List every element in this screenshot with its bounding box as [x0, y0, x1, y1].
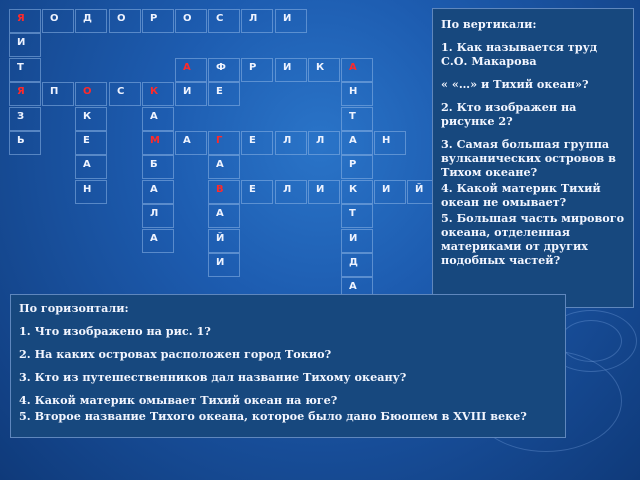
crossword-cell: Е — [241, 180, 273, 204]
crossword-cell: Е — [75, 131, 107, 155]
crossword-cell: Й — [407, 180, 439, 204]
horizontal-clue: 3. Кто из путешественников дал название Тихому океану? — [19, 370, 407, 384]
horizontal-heading: По горизонтали: — [19, 301, 129, 315]
horizontal-clue: 2. На каких островах расположен город Токио? — [19, 347, 332, 361]
crossword-cell: И — [374, 180, 406, 204]
crossword-cell: К — [142, 82, 174, 106]
crossword-cell: И — [275, 9, 307, 33]
crossword-cell: К — [308, 58, 340, 82]
crossword-cell: Ф — [208, 58, 240, 82]
crossword-cell: Р — [241, 58, 273, 82]
crossword-cell: В — [208, 180, 240, 204]
crossword-cell: Е — [241, 131, 273, 155]
crossword-cell: О — [42, 9, 74, 33]
crossword-cell: И — [341, 229, 373, 253]
vertical-clue: 4. Какой материк Тихий океан не омывает? — [441, 181, 601, 209]
crossword-cell: З — [9, 107, 41, 131]
crossword-cell: М — [142, 131, 174, 155]
vertical-clue: 3. Самая большая группа вулканических островов в Тихом океане? — [441, 137, 616, 179]
crossword-cell: Л — [142, 204, 174, 228]
crossword-cell: И — [175, 82, 207, 106]
crossword-cell: Т — [9, 58, 41, 82]
horizontal-clues-panel — [10, 294, 566, 438]
crossword-cell: Б — [142, 155, 174, 179]
crossword-cell: К — [75, 107, 107, 131]
crossword-cell: Д — [75, 9, 107, 33]
vertical-clues-panel — [432, 8, 634, 308]
horizontal-clue: 4. Какой материк омывает Тихий океан на юге? — [19, 393, 338, 407]
crossword-cell: О — [175, 9, 207, 33]
crossword-cell: И — [308, 180, 340, 204]
crossword-cell: С — [109, 82, 141, 106]
crossword-cell: Р — [142, 9, 174, 33]
crossword-cell: А — [175, 58, 207, 82]
crossword-cell: А — [75, 155, 107, 179]
crossword-cell: А — [142, 107, 174, 131]
vertical-heading: По вертикали: — [441, 17, 537, 31]
crossword-cell: Т — [341, 204, 373, 228]
crossword-cell: А — [175, 131, 207, 155]
crossword-cell: О — [75, 82, 107, 106]
crossword-cell: Р — [341, 155, 373, 179]
crossword-cell: И — [208, 253, 240, 277]
crossword-cell: Т — [341, 107, 373, 131]
vertical-clue: 1. Как называется труд С.О. Макарова — [441, 40, 598, 68]
crossword-cell: А — [341, 131, 373, 155]
vertical-clue: 2. Кто изображен на рисунке 2? — [441, 100, 577, 128]
crossword-cell: А — [142, 229, 174, 253]
crossword-cell: И — [275, 58, 307, 82]
crossword-cell: Л — [275, 180, 307, 204]
crossword-cell: Н — [374, 131, 406, 155]
crossword-cell: А — [208, 155, 240, 179]
crossword-cell: П — [42, 82, 74, 106]
horizontal-clue: 5. Второе название Тихого океана, которое было дано Бюошем в XVIII веке? — [19, 409, 527, 423]
horizontal-clue: 1. Что изображено на рис. 1? — [19, 324, 211, 338]
crossword-cell: Л — [241, 9, 273, 33]
crossword-cell: Л — [308, 131, 340, 155]
crossword-cell: С — [208, 9, 240, 33]
crossword-cell: Н — [341, 82, 373, 106]
crossword-cell: О — [109, 9, 141, 33]
crossword-cell: Д — [341, 253, 373, 277]
crossword-cell: А — [208, 204, 240, 228]
crossword-cell: И — [9, 33, 41, 57]
crossword-cell: А — [341, 277, 373, 301]
crossword-cell: К — [341, 180, 373, 204]
crossword-cell: Я — [9, 82, 41, 106]
crossword-cell: Я — [9, 9, 41, 33]
crossword-cell: Г — [208, 131, 240, 155]
crossword-cell: Л — [275, 131, 307, 155]
crossword-cell: Ь — [9, 131, 41, 155]
vertical-clue: 5. Большая часть мирового океана, отделенная материками от других подобных частей? — [441, 211, 625, 267]
crossword-cell: Н — [75, 180, 107, 204]
crossword-cell: А — [142, 180, 174, 204]
vertical-clue: « «…» и Тихий океан»? — [441, 77, 589, 91]
crossword-cell: Е — [208, 82, 240, 106]
crossword-cell: А — [341, 58, 373, 82]
crossword-cell: Й — [208, 229, 240, 253]
